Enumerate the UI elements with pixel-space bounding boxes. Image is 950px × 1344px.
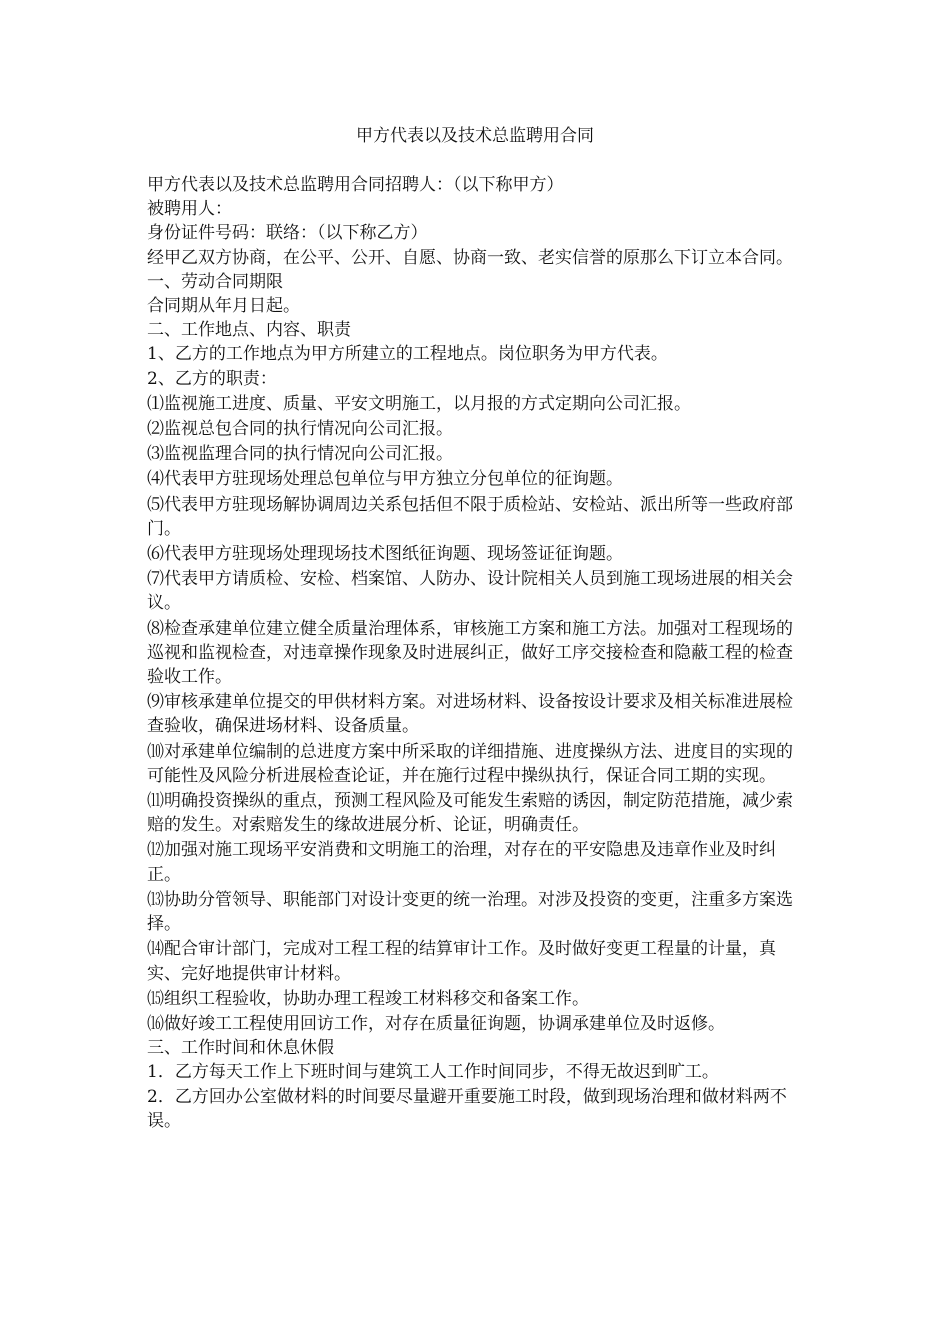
section-2-item-1: 1、乙方的工作地点为甲方所建立的工程地点。岗位职务为甲方代表。 bbox=[147, 344, 668, 365]
duty-item: ⒀协助分管领导、职能部门对设计变更的统一治理。对涉及投资的变更，注重多方案选择。 bbox=[147, 889, 793, 935]
duty-item: ⑹代表甲方驻现场处理现场技术图纸征询题、现场签证征询题。 bbox=[147, 544, 623, 565]
duty-item: ⑿加强对施工现场平安消费和文明施工的治理，对存在的平安隐患及违章作业及时纠正。 bbox=[147, 840, 776, 885]
section-2-item-2: 2、乙方的职责： bbox=[147, 368, 277, 389]
duty-item: ⑻检查承建单位建立健全质量治理体系，审核施工方案和施工方法。加强对工程现场的巡视和监视检查，对违章操作现象及时进展纠正，做好工序交接检查和隐蔽工程的检查验收工作。 bbox=[147, 618, 793, 688]
employee-line: 被聘用人： bbox=[147, 199, 232, 220]
section-3-item-2: 2．乙方回办公室做材料的时间要尽量避开重要施工时段，做到现场治理和做材料两不误。 bbox=[147, 1086, 787, 1131]
duty-item: ⒂组织工程验收，协助办理工程竣工材料移交和备案工作。 bbox=[147, 988, 589, 1009]
duty-item: ⑶监视监理合同的执行情况向公司汇报。 bbox=[147, 444, 453, 465]
section-2-heading: 二、工作地点、内容、职责 bbox=[147, 320, 351, 341]
duty-item: ⑾明确投资操纵的重点，预测工程风险及可能发生索赔的诱因，制定防范措施，减少索赔的发生。对索赔发生的缘故进展分析、论证，明确责任。 bbox=[147, 791, 793, 836]
document-title: 甲方代表以及技术总监聘用合同 bbox=[356, 126, 594, 146]
document-body bbox=[147, 173, 807, 1133]
employer-line: 甲方代表以及技术总监聘用合同招聘人：（以下称甲方） bbox=[147, 175, 564, 195]
duty-item: ⒃做好竣工工程使用回访工作，对存在质量征询题，协调承建单位及时返修。 bbox=[147, 1013, 725, 1034]
section-3-heading: 三、工作时间和休息休假 bbox=[147, 1038, 334, 1059]
section-3-item-1: 1．乙方每天工作上下班时间与建筑工人工作时间同步，不得无故迟到旷工。 bbox=[147, 1062, 719, 1083]
duty-item: ⒁配合审计部门，完成对工程工程的结算审计工作。及时做好变更工程量的计量，真实、完好地提供审计材料。 bbox=[147, 939, 776, 984]
duty-item: ⑵监视总包合同的执行情况向公司汇报。 bbox=[147, 419, 453, 440]
section-1-heading: 一、劳动合同期限 bbox=[147, 271, 283, 292]
duty-item: ⑷代表甲方驻现场处理总包单位与甲方独立分包单位的征询题。 bbox=[147, 469, 623, 490]
duty-item: ⑴监视施工进度、质量、平安文明施工，以月报的方式定期向公司汇报。 bbox=[147, 393, 691, 414]
duty-item: ⑸代表甲方驻现场解协调周边关系包括但不限于质检站、安检站、派出所等一些政府部门。 bbox=[147, 494, 793, 539]
duty-item: ⑽对承建单位编制的总进度方案中所采取的详细措施、进度操纵方法、进度目的实现的可能性及风险分析进展检查论证，并在施行过程中操纵执行，保证合同工期的实现。 bbox=[147, 741, 793, 786]
duty-item: ⑼审核承建单位提交的甲供材料方案。对进场材料、设备按设计要求及相关标准进展检查验收，确保进场材料、设备质量。 bbox=[147, 692, 793, 737]
preamble: 经甲乙双方协商，在公平、公开、自愿、协商一致、老实信誉的原那么下订立本合同。 bbox=[147, 247, 793, 268]
id-line: 身份证件号码：联络：（以下称乙方） bbox=[147, 223, 428, 244]
duty-item: ⑺代表甲方请质检、安检、档案馆、人防办、设计院相关人员到施工现场进展的相关会议。 bbox=[147, 569, 793, 614]
section-1-text: 合同期从年月日起。 bbox=[147, 296, 300, 317]
